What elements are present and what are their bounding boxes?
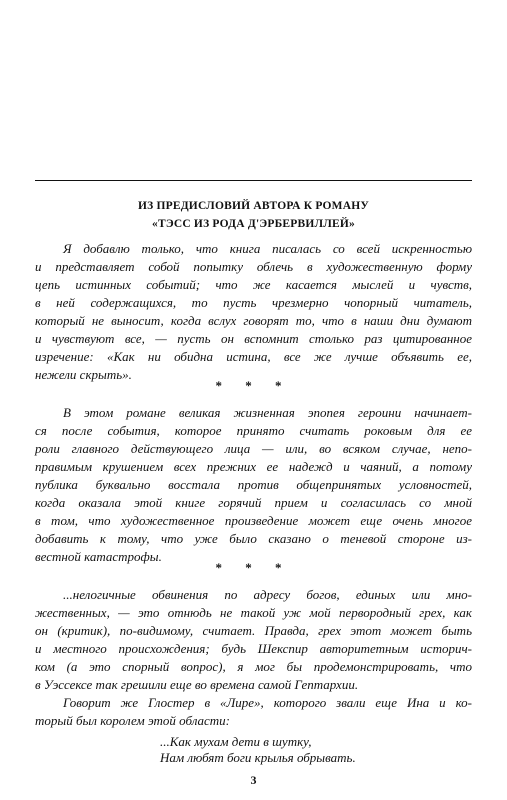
paragraph-1 — [35, 240, 472, 384]
paragraph-line: в Уэссексе так грешили еще во времена самой Гептархии. — [35, 677, 359, 692]
paragraph-line: Я добавлю только, что книга писалась со всей искренностью — [63, 241, 472, 256]
verse-quote — [160, 734, 460, 766]
paragraph-line: ком (а это спорный вопрос), я мог бы продемонстрировать, что — [35, 659, 472, 674]
paragraph-line: нежели скрыть». — [35, 367, 132, 382]
paragraph-line: в ней содержащихся, то пусть чрезмерно чопорный читатель, — [35, 295, 472, 310]
paragraph-line: публика буквально восстала против общепринятых условностей, — [35, 477, 472, 492]
verse-line: ...Как мухам дети в шутку, — [160, 734, 312, 749]
paragraph-4 — [35, 694, 472, 730]
top-rule — [35, 180, 472, 181]
paragraph-line: жественных, — это отнюдь не такой уж мой первородный грех, как — [35, 605, 472, 620]
paragraph-line: в том, что художественное произведение может еще очень многое — [35, 513, 472, 528]
paragraph-line: торый был королем этой области: — [35, 713, 231, 728]
paragraph-line: Говорит же Глостер в «Лире», которого звали еще Ина и ко- — [63, 695, 472, 710]
paragraph-line: и чувствуют все, — пусть он вспомнит столько раз цитированное — [35, 331, 472, 346]
paragraph-line: роли главного действующего лица — или, во всяком случае, непо- — [35, 441, 472, 456]
paragraph-line: который не выносит, когда вслух говорят то, что в наши дни думают — [35, 313, 472, 328]
section-heading-line-1: ИЗ ПРЕДИСЛОВИЙ АВТОРА К РОМАНУ — [137, 200, 370, 212]
section-separator: * * * — [215, 560, 292, 575]
paragraph-line: изречение: «Как ни обидна истина, все же лучше объявить ее, — [35, 349, 472, 364]
paragraph-line: он (критик), по-видимому, считает. Правда, грех этот может быть — [35, 623, 472, 638]
paragraph-line: и местного происхождения; будь Шекспир авторитетным историч- — [35, 641, 472, 656]
section-heading-line-2: «ТЭСС ИЗ РОДА Д'ЭРБЕРВИЛЛЕЙ» — [152, 218, 355, 230]
paragraph-line: и представляет собой попытку облечь в художественную форму — [35, 259, 472, 274]
paragraph-line: цепь истинных событий; что же касается мыслей и чувств, — [35, 277, 472, 292]
paragraph-line: ся после события, которое принято считать роковым для ее — [35, 423, 472, 438]
paragraph-line: когда оказала этой книге горячий прием и согласилась со мной — [35, 495, 472, 510]
section-separator: * * * — [215, 378, 292, 393]
paragraph-line: В этом романе великая жизненная эпопея героини начинает- — [63, 405, 472, 420]
paragraph-3 — [35, 586, 472, 694]
paragraph-line: добавить к тому, что уже было сказано о теневой стороне из- — [35, 531, 472, 546]
paragraph-line: ...нелогичные обвинения по адресу богов, единых или мно- — [63, 587, 472, 602]
page-number: 3 — [250, 773, 257, 787]
paragraph-line: правимым крушением всех прежних ее надежд и чаяний, а потому — [35, 459, 472, 474]
paragraph-2 — [35, 404, 472, 566]
verse-line: Нам любят боги крылья обрывать. — [160, 750, 356, 765]
paragraph-line: вестной катастрофы. — [35, 549, 162, 564]
